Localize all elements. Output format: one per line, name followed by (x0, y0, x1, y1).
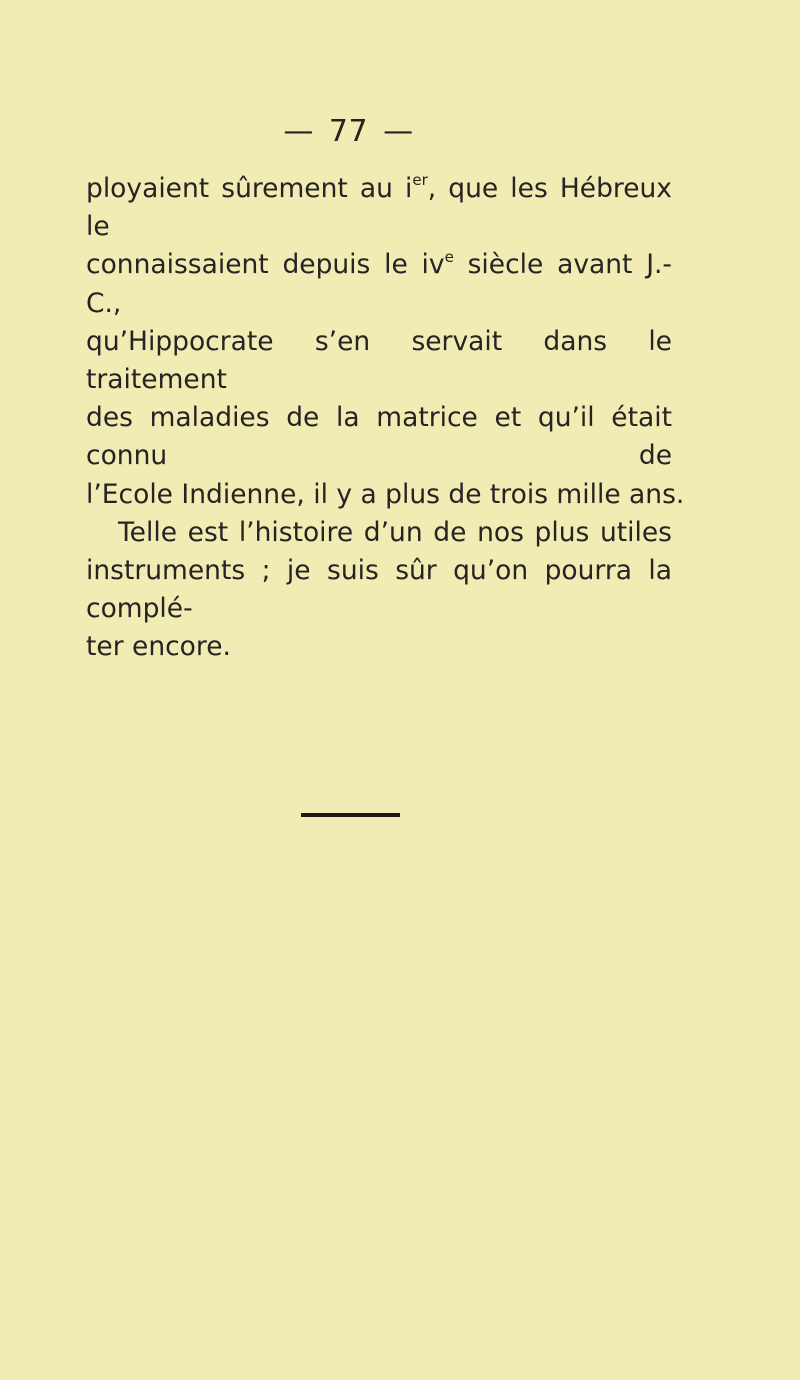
end-rule (301, 813, 400, 817)
text-line-5: l’Ecole Indienne, il y a plus de trois mille ans. (86, 478, 685, 510)
page-number: 77 (328, 114, 369, 149)
dash-right: — (383, 114, 414, 149)
page-number-header (0, 114, 697, 149)
text-line-1: ployaient sûrement au $i^{er}$, que les Hébreux le (86, 171, 672, 243)
text-line-3: qu’Hippocrate s’en servait dans le traitement (86, 325, 672, 396)
text-line-4: des maladies de la matrice et qu’il était connu de (86, 402, 672, 472)
text-line-8: ter encore. (86, 631, 231, 663)
superscript-e: e (444, 247, 454, 266)
dash-left: — (283, 114, 314, 149)
body-text (86, 170, 685, 667)
text-line-6: Telle est l’histoire d’un de nos plus utiles (118, 516, 672, 548)
text-line-2: connaissaient depuis le $iv^e$ siècle avant J.-C., (86, 247, 672, 319)
text-line-7: instruments ; je suis sûr qu’on pourra la complé- (86, 555, 672, 625)
superscript-er: er (412, 171, 428, 190)
